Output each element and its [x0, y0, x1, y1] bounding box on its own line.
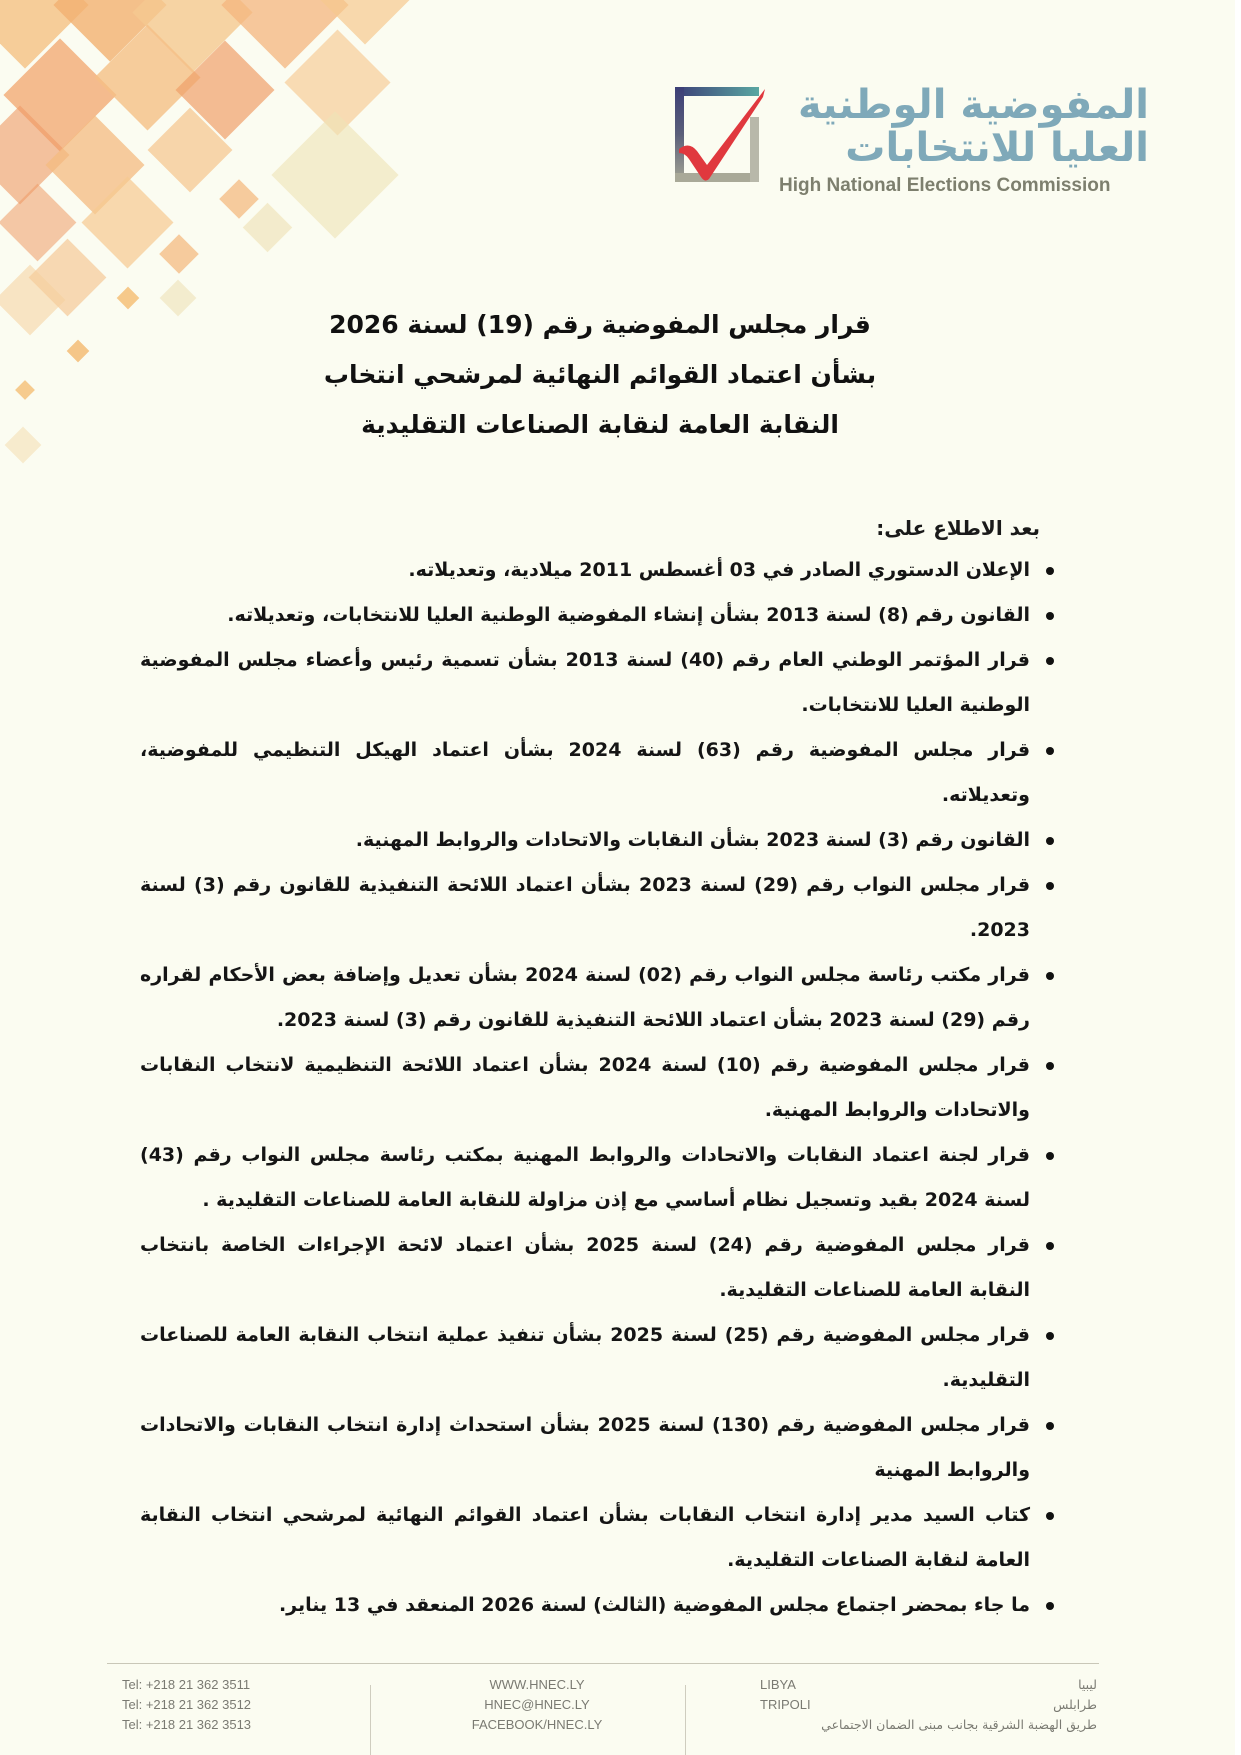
bullet-icon [1046, 882, 1054, 890]
logo-arabic-line1: المفوضية الوطنية [798, 82, 1149, 128]
street-ar: طريق الهضبة الشرقية بجانب مبنى الضمان الاجتماعي [821, 1717, 1097, 1732]
decision-title [250, 300, 950, 450]
email-link[interactable]: HNEC@HNEC.LY [484, 1697, 590, 1712]
list-item: ما جاء بمحضر اجتماع مجلس المفوضية (الثالث) لسنة 2026 المنعقد في 13 يناير. [140, 1583, 1054, 1628]
country-ar: ليبيا [1078, 1677, 1097, 1692]
page-edge [1235, 0, 1241, 1755]
country-en: LIBYA [760, 1677, 796, 1692]
logo-arabic-line2: العليا للانتخابات [845, 125, 1149, 171]
city-ar: طرابلس [1053, 1697, 1097, 1712]
list-item: قرار المؤتمر الوطني العام رقم (40) لسنة 2013 بشأن تسمية رئيس وأعضاء مجلس المفوضية الوطنية العليا للانتخابات. [140, 638, 1054, 728]
website-link[interactable]: WWW.HNEC.LY [489, 1677, 585, 1692]
list-item: القانون رقم (8) لسنة 2013 بشأن إنشاء المفوضية الوطنية العليا للانتخابات، وتعديلاته. [140, 593, 1054, 638]
preamble-heading: بعد الاطلاع على: [876, 516, 1040, 540]
list-item: قرار مجلس المفوضية رقم (25) لسنة 2025 بشأن تنفيذ عملية انتخاب النقابة العامة للصناعات التقليدية. [140, 1313, 1054, 1403]
facebook-link[interactable]: FACEBOOK/HNEC.LY [471, 1717, 603, 1732]
preamble-section [140, 508, 1054, 1628]
footer-web [407, 1675, 667, 1735]
footer-divider [107, 1663, 1099, 1664]
title-line-2: بشأن اعتماد القوائم النهائية لمرشحي انتخاب [323, 360, 877, 389]
bullet-icon [1046, 1512, 1054, 1520]
title-line-1: قرار مجلس المفوضية رقم (19) لسنة 2026 [329, 310, 871, 339]
hnec-logo [673, 82, 1153, 200]
phone-2: Tel: +218 21 362 3512 [122, 1697, 252, 1712]
list-item: القانون رقم (3) لسنة 2023 بشأن النقابات والاتحادات والروابط المهنية. [140, 818, 1054, 863]
list-item: قرار مجلس النواب رقم (29) لسنة 2023 بشأن اعتماد اللائحة التنفيذية للقانون رقم (3) لسنة 2023. [140, 863, 1054, 953]
footer-phones [122, 1675, 251, 1735]
list-item: كتاب السيد مدير إدارة انتخاب النقابات بشأن اعتماد القوائم النهائية لمرشحي انتخاب النقابة العامة لنقابة الصناعات التقليدية. [140, 1493, 1054, 1583]
footer-column-divider [370, 1685, 371, 1755]
footer-column-divider [685, 1685, 686, 1755]
list-item: قرار مجلس المفوضية رقم (130) لسنة 2025 بشأن استحداث إدارة انتخاب النقابات والاتحادات والروابط المهنية [140, 1403, 1054, 1493]
list-item: الإعلان الدستوري الصادر في 03 أغسطس 2011 ميلادية، وتعديلاته. [140, 548, 1054, 593]
list-item: قرار لجنة اعتماد النقابات والاتحادات والروابط المهنية بمكتب رئاسة مجلس النواب رقم (43) لسنة 2024 بقيد وتسجيل نظام أساسي مع إذن مزاولة للنقابة العامة للصناعات التقليدية . [140, 1133, 1054, 1223]
footer-address-arabic [821, 1675, 1097, 1735]
footer-address-english [760, 1675, 811, 1715]
phone-3: Tel: +218 21 362 3513 [122, 1717, 252, 1732]
bullet-icon [1046, 837, 1054, 845]
list-item: قرار مكتب رئاسة مجلس النواب رقم (02) لسنة 2024 بشأن تعديل وإضافة بعض الأحكام لقراره رقم (29) لسنة 2023 بشأن اعتماد اللائحة التنفيذية للقانون رقم (3) لسنة 2023. [140, 953, 1054, 1043]
letterhead-footer [107, 1663, 1099, 1755]
bullet-icon [1046, 1152, 1054, 1160]
list-item: قرار مجلس المفوضية رقم (10) لسنة 2024 بشأن اعتماد اللائحة التنظيمية لانتخاب النقابات والاتحادات والروابط المهنية. [140, 1043, 1054, 1133]
list-item: قرار مجلس المفوضية رقم (24) لسنة 2025 بشأن اعتماد لائحة الإجراءات الخاصة بانتخاب النقابة العامة للصناعات التقليدية. [140, 1223, 1054, 1313]
preamble-list [140, 548, 1054, 1628]
list-item: قرار مجلس المفوضية رقم (63) لسنة 2024 بشأن اعتماد الهيكل التنظيمي للمفوضية، وتعديلاته. [140, 728, 1054, 818]
phone-1: Tel: +218 21 362 3511 [122, 1677, 251, 1692]
bullet-icon [1046, 1242, 1054, 1250]
bullet-icon [1046, 612, 1054, 620]
bullet-icon [1046, 657, 1054, 665]
bullet-icon [1046, 972, 1054, 980]
logo-english-name: High National Elections Commission [779, 175, 1111, 196]
city-en: TRIPOLI [760, 1697, 811, 1712]
bullet-icon [1046, 1422, 1054, 1430]
bullet-icon [1046, 567, 1054, 575]
bullet-icon [1046, 747, 1054, 755]
bullet-icon [1046, 1332, 1054, 1340]
checkbox-check-icon [675, 87, 767, 182]
bullet-icon [1046, 1062, 1054, 1070]
bullet-icon [1046, 1602, 1054, 1610]
title-line-3: النقابة العامة لنقابة الصناعات التقليدية [361, 410, 839, 439]
